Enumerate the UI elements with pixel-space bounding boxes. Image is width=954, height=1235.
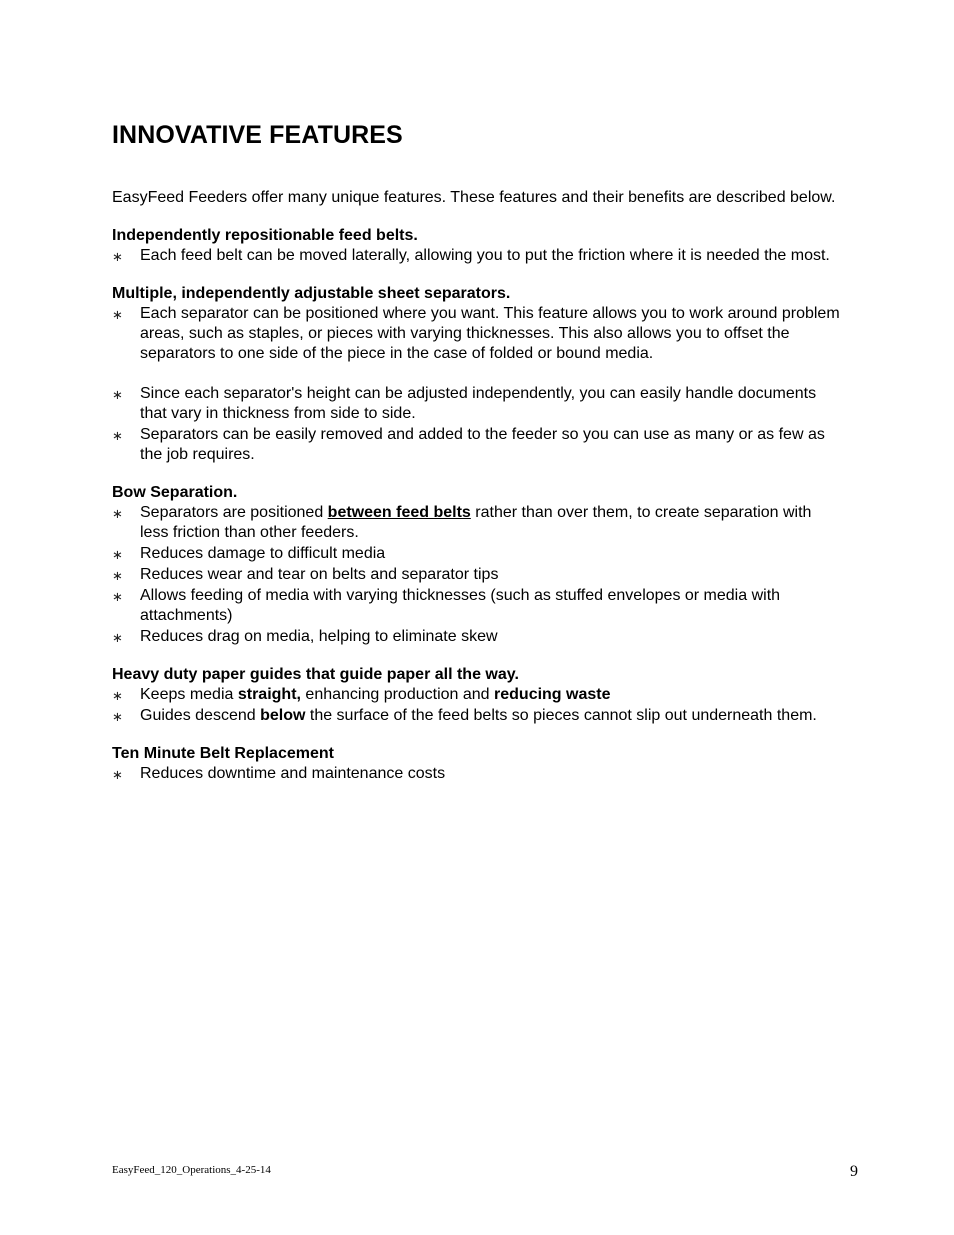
bullet-list (112, 503, 842, 647)
asterisk-bullet-icon: ∗ (112, 387, 123, 402)
section-sheet-separators (112, 284, 842, 465)
asterisk-bullet-icon: ∗ (112, 547, 123, 562)
list-item (112, 627, 842, 647)
asterisk-bullet-icon: ∗ (112, 307, 123, 322)
text-run: Keeps media (140, 686, 238, 703)
section-belt-replacement (112, 744, 842, 784)
asterisk-bullet-icon: ∗ (112, 568, 123, 583)
emphasis-text: between feed belts (327, 504, 471, 521)
asterisk-bullet-icon: ∗ (112, 688, 123, 703)
bold-text: straight, (237, 686, 301, 703)
list-item-text: Allows feeding of media with varying thicknesses (such as stuffed envelopes or media with attachments) (140, 587, 781, 624)
list-item-text: Reduces damage to difficult media (140, 545, 386, 562)
asterisk-bullet-icon: ∗ (112, 709, 123, 724)
list-item (112, 565, 842, 585)
bullet-list (112, 764, 842, 784)
list-item-text: Reduces drag on media, helping to eliminate skew (140, 628, 498, 645)
list-item (112, 764, 842, 784)
asterisk-bullet-icon: ∗ (112, 589, 123, 604)
list-item-text: Each feed belt can be moved laterally, allowing you to put the friction where it is needed the most. (140, 247, 830, 264)
footer-document-id: EasyFeed_120_Operations_4-25-14 (112, 1164, 271, 1176)
list-item (112, 586, 842, 626)
list-item-text: Separators can be easily removed and added to the feeder so you can use as many or as few as the job requires. (140, 426, 825, 463)
list-item (112, 425, 842, 465)
asterisk-bullet-icon: ∗ (112, 249, 123, 264)
bullet-list (112, 304, 842, 465)
list-item (112, 246, 842, 266)
list-item-text: Each separator can be positioned where you want. This feature allows you to work around problem areas, such as staples, or pieces with varying thicknesses. This also allows you to offset the separators to one side of the piece in the case of folded or bound media. (140, 305, 840, 362)
bold-text: reducing waste (494, 686, 611, 703)
section-heading: Ten Minute Belt Replacement (112, 745, 334, 762)
section-paper-guides (112, 665, 842, 726)
list-item-text (140, 504, 811, 541)
section-heading: Heavy duty paper guides that guide paper all the way. (112, 666, 519, 683)
text-run: enhancing production and (300, 686, 495, 703)
asterisk-bullet-icon: ∗ (112, 767, 123, 782)
text-run: rather than over them, to create separation with less friction than other feeders. (140, 504, 812, 541)
text-run: Separators are positioned (140, 504, 328, 521)
page-number: 9 (850, 1163, 858, 1180)
asterisk-bullet-icon: ∗ (112, 506, 123, 521)
page-title: INNOVATIVE FEATURES (112, 121, 403, 149)
list-item-text: Since each separator's height can be adjusted independently, you can easily handle documents that vary in thickness from side to side. (140, 385, 817, 422)
section-feed-belts (112, 226, 842, 266)
list-item-text (140, 686, 611, 703)
list-item (112, 384, 842, 424)
text-run: Guides descend (140, 707, 261, 724)
asterisk-bullet-icon: ∗ (112, 428, 123, 443)
list-item-text: Reduces wear and tear on belts and separator tips (140, 566, 499, 583)
list-item-text: Reduces downtime and maintenance costs (140, 765, 446, 782)
bullet-list (112, 685, 842, 726)
list-item (112, 544, 842, 564)
section-heading: Bow Separation. (112, 484, 238, 501)
section-heading: Independently repositionable feed belts. (112, 227, 418, 244)
section-bow-separation (112, 483, 842, 647)
list-item-text (140, 707, 817, 724)
list-item (112, 304, 842, 364)
list-item (112, 503, 842, 543)
bullet-list (112, 246, 842, 266)
section-heading: Multiple, independently adjustable sheet separators. (112, 285, 511, 302)
list-item (112, 685, 842, 705)
document-body (112, 188, 842, 802)
bold-text: below (260, 707, 306, 724)
text-run: the surface of the feed belts so pieces cannot slip out underneath them. (305, 707, 817, 724)
list-item (112, 706, 842, 726)
intro-paragraph: EasyFeed Feeders offer many unique features. These features and their benefits are described below. (112, 189, 836, 206)
asterisk-bullet-icon: ∗ (112, 630, 123, 645)
